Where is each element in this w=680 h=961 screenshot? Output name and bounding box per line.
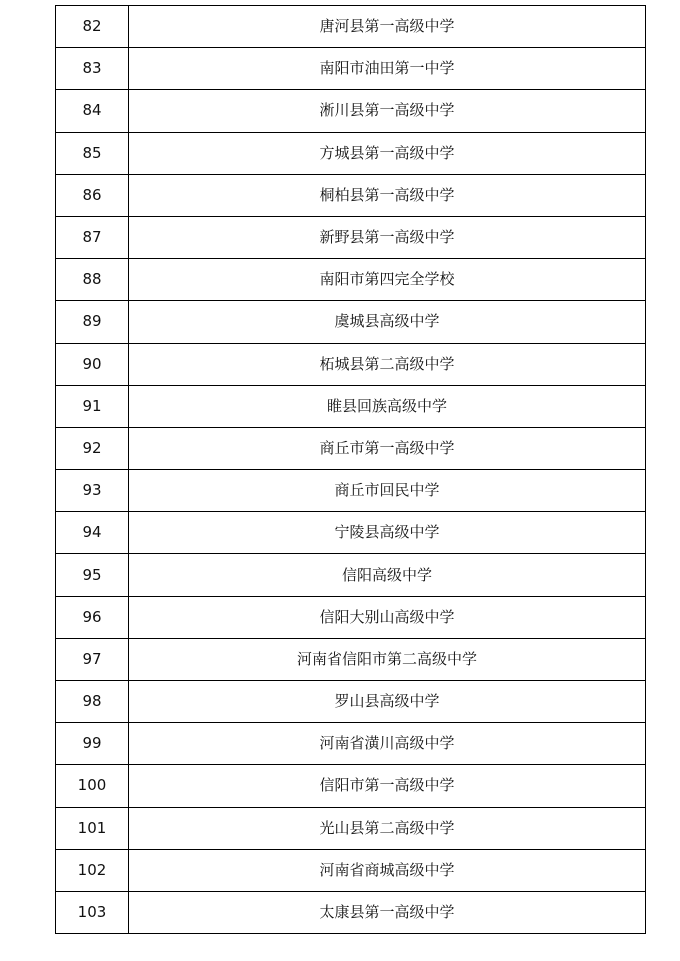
row-number-cell: 89 — [56, 301, 129, 343]
row-number-cell: 90 — [56, 343, 129, 385]
table-row — [56, 807, 646, 849]
school-name-cell: 河南省商城高级中学 — [129, 849, 646, 891]
school-name-cell: 宁陵县高级中学 — [129, 512, 646, 554]
table-row — [56, 90, 646, 132]
school-name-cell: 唐河县第一高级中学 — [129, 6, 646, 48]
table-row — [56, 723, 646, 765]
table-row — [56, 216, 646, 258]
table-row — [56, 638, 646, 680]
table-row — [56, 849, 646, 891]
school-name-cell: 睢县回族高级中学 — [129, 385, 646, 427]
table-row — [56, 301, 646, 343]
school-name-cell: 河南省潢川高级中学 — [129, 723, 646, 765]
row-number-cell: 82 — [56, 6, 129, 48]
table-row — [56, 132, 646, 174]
table-body — [56, 6, 646, 934]
document-page — [55, 5, 645, 934]
school-name-cell: 新野县第一高级中学 — [129, 216, 646, 258]
row-number-cell: 98 — [56, 681, 129, 723]
school-name-cell: 太康县第一高级中学 — [129, 891, 646, 933]
row-number-cell: 99 — [56, 723, 129, 765]
school-name-cell: 信阳高级中学 — [129, 554, 646, 596]
school-name-cell: 柘城县第二高级中学 — [129, 343, 646, 385]
school-name-cell: 南阳市第四完全学校 — [129, 259, 646, 301]
school-name-cell: 光山县第二高级中学 — [129, 807, 646, 849]
table-row — [56, 765, 646, 807]
row-number-cell: 101 — [56, 807, 129, 849]
table-row — [56, 385, 646, 427]
table-row — [56, 596, 646, 638]
table-row — [56, 681, 646, 723]
row-number-cell: 85 — [56, 132, 129, 174]
row-number-cell: 93 — [56, 470, 129, 512]
school-name-cell: 淅川县第一高级中学 — [129, 90, 646, 132]
table-row — [56, 554, 646, 596]
school-list-table — [55, 5, 646, 934]
table-row — [56, 174, 646, 216]
table-row — [56, 470, 646, 512]
table-row — [56, 6, 646, 48]
row-number-cell: 102 — [56, 849, 129, 891]
school-name-cell: 桐柏县第一高级中学 — [129, 174, 646, 216]
row-number-cell: 92 — [56, 427, 129, 469]
school-name-cell: 罗山县高级中学 — [129, 681, 646, 723]
row-number-cell: 94 — [56, 512, 129, 554]
school-name-cell: 商丘市第一高级中学 — [129, 427, 646, 469]
table-row — [56, 48, 646, 90]
table-row — [56, 259, 646, 301]
school-name-cell: 商丘市回民中学 — [129, 470, 646, 512]
school-name-cell: 虞城县高级中学 — [129, 301, 646, 343]
row-number-cell: 95 — [56, 554, 129, 596]
table-row — [56, 512, 646, 554]
row-number-cell: 97 — [56, 638, 129, 680]
school-name-cell: 信阳大别山高级中学 — [129, 596, 646, 638]
row-number-cell: 103 — [56, 891, 129, 933]
table-row — [56, 891, 646, 933]
row-number-cell: 84 — [56, 90, 129, 132]
school-name-cell: 信阳市第一高级中学 — [129, 765, 646, 807]
row-number-cell: 86 — [56, 174, 129, 216]
row-number-cell: 88 — [56, 259, 129, 301]
school-name-cell: 河南省信阳市第二高级中学 — [129, 638, 646, 680]
row-number-cell: 87 — [56, 216, 129, 258]
school-name-cell: 方城县第一高级中学 — [129, 132, 646, 174]
table-row — [56, 343, 646, 385]
row-number-cell: 83 — [56, 48, 129, 90]
row-number-cell: 96 — [56, 596, 129, 638]
school-name-cell: 南阳市油田第一中学 — [129, 48, 646, 90]
row-number-cell: 100 — [56, 765, 129, 807]
table-row — [56, 427, 646, 469]
row-number-cell: 91 — [56, 385, 129, 427]
